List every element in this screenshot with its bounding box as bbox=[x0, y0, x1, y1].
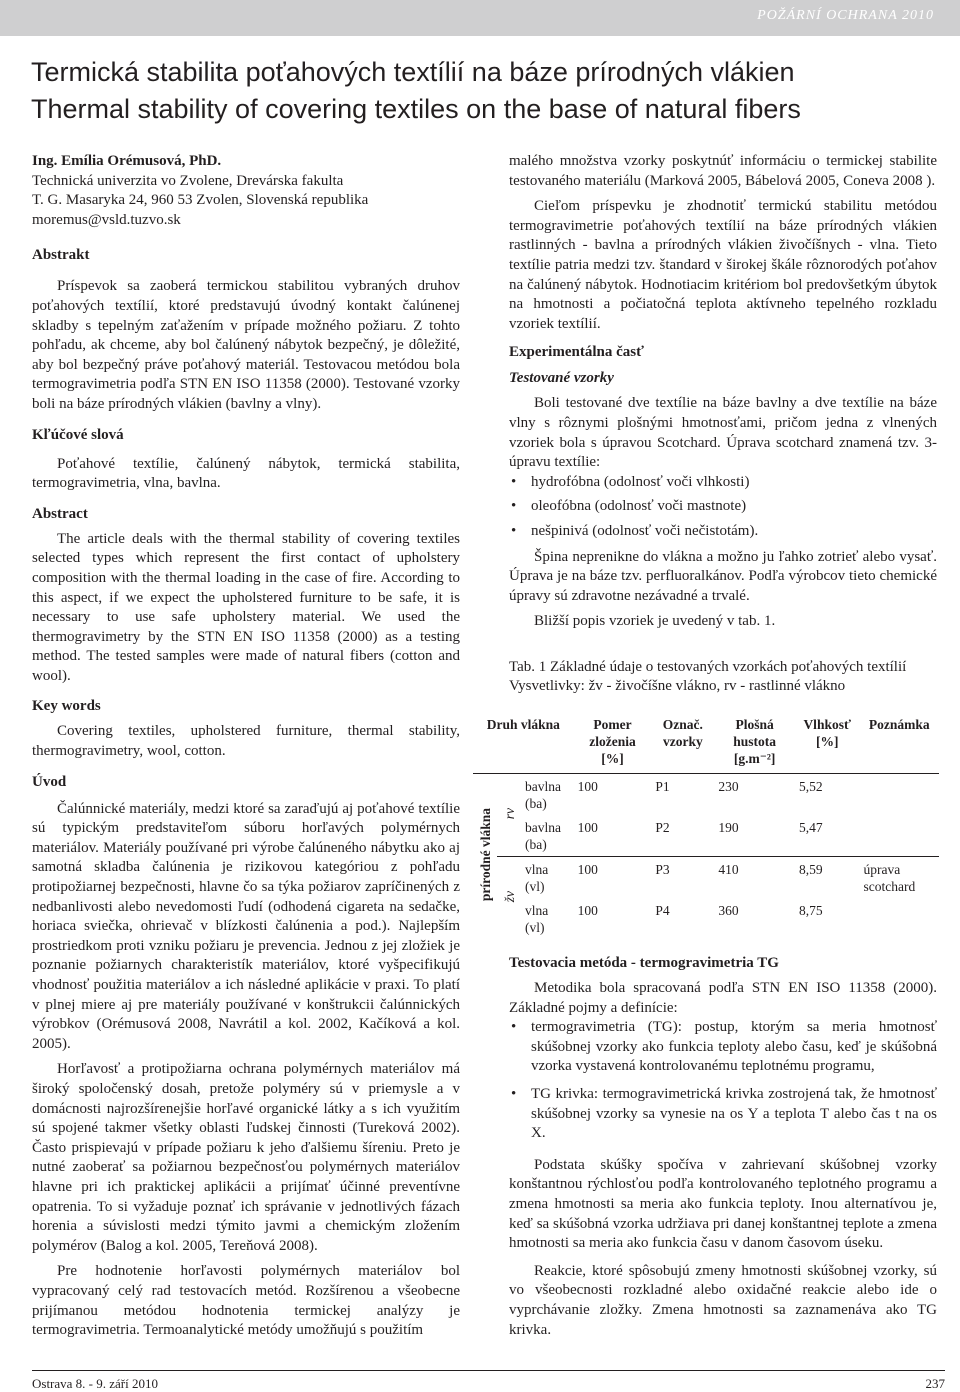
keywords-heading: Key words bbox=[32, 698, 101, 715]
author-address: T. G. Masaryka 24, 960 53 Zvolen, Slovenská republika bbox=[32, 192, 369, 209]
subgroup-rv-cell bbox=[497, 774, 521, 857]
keywords-text: Covering textiles, upholstered furniture, thermal stability, thermogravimetry, wool, cotton. bbox=[32, 723, 460, 760]
cell-ratio: 100 bbox=[577, 862, 598, 878]
header-density: Plošná hustota [g.m⁻²] bbox=[733, 717, 777, 767]
table-header-row bbox=[473, 713, 939, 774]
table-row bbox=[473, 774, 939, 816]
cell-note bbox=[859, 898, 939, 939]
cell-note bbox=[859, 774, 939, 816]
subgroup-zv: žv bbox=[501, 891, 517, 903]
cell-fiber: vlna (vl) bbox=[525, 862, 549, 895]
method-heading: Testovacia metóda - termogravimetria TG bbox=[509, 955, 779, 972]
cell-density: 190 bbox=[718, 820, 739, 836]
list-item: • nešpinivá (odolnosť voči nečistotám). bbox=[509, 522, 937, 542]
definitions-list bbox=[509, 1018, 937, 1144]
table-caption-title: Tab. 1 Základné údaje o testovaných vzorkách poťahových textílií bbox=[509, 658, 907, 675]
journal-name: POŽÁRNÍ OCHRANA 2010 bbox=[757, 8, 934, 23]
cell-fiber: bavlna (ba) bbox=[525, 820, 561, 853]
cell-ratio: 100 bbox=[577, 779, 598, 795]
abstract-text: The article deals with the thermal stability of covering textiles selected types which represent the first contact of upholstery composition with the thermal loading in the case of fire. According to this aspect, if we expect the upholstered furniture to be safe, it is necessary to use safe upholstery material. We used the thermogravimetry by the STN EN ISO 11358 (2000) as a testing method. The tested samples were made of natural fibers (cotton and wool). bbox=[32, 530, 460, 684]
list-item: • oleofóbna (odolnosť voči mastnote) bbox=[509, 497, 937, 517]
cell-mark: P2 bbox=[655, 820, 670, 836]
treatment-list bbox=[509, 473, 937, 542]
uvod-heading: Úvod bbox=[32, 773, 67, 790]
cell-fiber: vlna (vl) bbox=[525, 903, 549, 936]
uvod-paragraph-3: Pre hodnotenie horľavosti polymérnych materiálov bol vypracovaný celý rad testovacích metód. Rozšírenou a všeobecne prijímanou metódou hodnotenia termickej analýzy je termogravimetria. Termoanalytické metódy umožňujú s použitím bbox=[32, 1263, 460, 1339]
cell-density: 230 bbox=[718, 779, 739, 795]
abstrakt-heading: Abstrakt bbox=[32, 247, 90, 264]
table-row bbox=[473, 857, 939, 899]
abstract-heading: Abstract bbox=[32, 505, 88, 522]
continued-paragraph: malého množstva vzorky poskytnúť informáciu o termickej stabilite testovaného materiálu (Marková 2005, Bábelová 2005, Coneva 2008 ). bbox=[509, 153, 937, 189]
cell-mark: P4 bbox=[655, 903, 670, 919]
author-name: Ing. Emília Orémusová, PhD. bbox=[32, 153, 222, 169]
cell-note bbox=[859, 815, 939, 857]
cell-ratio: 100 bbox=[577, 903, 598, 919]
author-email: moremus@vsld.tuzvo.sk bbox=[32, 211, 181, 228]
klucove-text: Poťahové textílie, čalúnený nábytok, termická stabilita, termogravimetria, vlna, bavlna. bbox=[32, 455, 460, 492]
cell-mark: P3 bbox=[655, 862, 670, 878]
essence-paragraph: Podstata skúšky spočíva v zahrievaní skúšobnej vzorky konštantnou rýchlosťou podľa kontrolovaného teplotného programu a zmena hmotnosti sa meria ako funkcia teploty. Inou alternatívou je, keď sa skúšobná vzorka udržiava pri danej konštantnej teplote a zmena hmotnosti sa meria ako funkcia času v danom časovom úseku. bbox=[509, 1156, 937, 1252]
table-caption bbox=[509, 658, 937, 697]
article-title bbox=[31, 54, 931, 128]
samples-table bbox=[473, 713, 939, 939]
table-row bbox=[473, 815, 939, 857]
aim-paragraph: Cieľom príspevku je zhodnotiť termickú stabilitu metódou termogravimetrie poťahových textílií na báze prírodných vlákien rastlinných - bavlna a prírodných vlákien živočíšnych - vlna. Tieto textílie patria medzi tzv. štandard v širokej škále rôznorodých poťahov na čalúnený nábytok. Hodnotiacim kritériom bol predovšetkým úbytok na hmotnosti a počiatočná teplota aktívneho tepelného rozkladu vzoriek textílií. bbox=[509, 198, 937, 332]
header-note: Poznámka bbox=[868, 717, 930, 733]
cell-density: 360 bbox=[718, 903, 739, 919]
list-item: • TG krivka: termogravimetrická krivka zostrojená tak, že hmotnosť skúšobnej vzorky sa vynesie na os Y a teplota T alebo čas t na os X. bbox=[509, 1085, 937, 1144]
title-slovak: Termická stabilita poťahových textílií na báze prírodných vlákien bbox=[31, 57, 795, 87]
method-paragraph: Metodika bola spracovaná podľa STN EN ISO 11358 (2000). Základné pojmy a definície: bbox=[509, 980, 937, 1016]
left-column bbox=[32, 152, 460, 1341]
table-caption-legend: Vysvetlivky: žv - živočíšne vlákno, rv - rastlinné vlákno bbox=[509, 678, 846, 695]
uvod-paragraph-2: Horľavosť a protipožiarna ochrana polymérnych materiálov má široký spoločenský dosah, pretože polyméry sú v priemysle a v domácnosti najrozšírenejšie horľavé organické látky a s ich využitím sú spojené takmer všetky oblasti ľudskej činnosti (Tureková 2002). Často prispievajú v prípade požiaru k jeho ďalšiemu šíreniu. Preto je nutné zaoberať sa požiarnou bezpečnosťou polymérnych materiálov hlavne pri ich praktickej aplikácii a prijímať účinné preventívne opatrenia. To si vyžaduje poznať ich správanie v jednotlivých fázach horenia a súvislosti medzi týmito javmi a chemickým zložením polymérov (Balog a kol. 2005, Tereňová 2008). bbox=[32, 1061, 460, 1254]
klucove-heading: Kľúčové slová bbox=[32, 426, 124, 443]
title-english: Thermal stability of covering textiles on the base of natural fibers bbox=[31, 94, 801, 124]
header-fiber-type: Druh vlákna bbox=[486, 717, 560, 733]
samples-heading: Testované vzorky bbox=[509, 370, 614, 387]
cell-fiber: bavlna (ba) bbox=[525, 779, 561, 812]
author-block bbox=[32, 152, 460, 230]
page-number: 237 bbox=[925, 1376, 945, 1391]
reactions-paragraph: Reakcie, ktoré spôsobujú zmeny hmotnosti skúšobnej vzorky, sú vo všeobecnosti rozkladné alebo oxidačné reakcie alebo ide o vyprchávanie zložky. Zmena hmotnosti sa zaznamenáva ako TG krivka. bbox=[509, 1262, 937, 1338]
header-moisture: Vlhkosť [%] bbox=[803, 717, 851, 750]
cell-ratio: 100 bbox=[577, 820, 598, 836]
cell-moisture: 5,47 bbox=[798, 820, 823, 836]
header-bar bbox=[0, 0, 960, 36]
header-mark: Označ. vzorky bbox=[662, 717, 703, 750]
list-item: • hydrofóbna (odolnosť voči vlhkosti) bbox=[509, 473, 937, 493]
group-label: prírodné vlákna bbox=[477, 807, 493, 902]
cell-density: 410 bbox=[718, 862, 739, 878]
table-row bbox=[473, 898, 939, 939]
subgroup-zv-cell bbox=[497, 857, 521, 940]
dirt-paragraph: Špina neprenikne do vlákna a možno ju ľahko zotrieť alebo vysať. Úprava je na báze tzv. perfluoralkánov. Podľa výrobcov tieto chemické úpravy sú zdravotne nezávadné a trvalé. bbox=[509, 548, 937, 604]
right-column bbox=[477, 152, 937, 1340]
cell-moisture: 8,75 bbox=[798, 903, 823, 919]
experimental-heading: Experimentálna časť bbox=[509, 344, 644, 361]
subgroup-rv: rv bbox=[501, 808, 517, 820]
footer-divider bbox=[32, 1370, 945, 1371]
group-label-cell bbox=[473, 774, 497, 940]
cell-mark: P1 bbox=[655, 779, 670, 795]
abstrakt-text: Príspevok sa zaoberá termickou stabilitou vybraných druhov poťahových textílií, ktoré predstavujú úvodný kontakt čalúnenej skladby s tepelným zaťažením v prípade možného požiaru. Z tohto pohľadu, ak chceme, aby bol čalúnený nábytok bezpečný, je dôležité, aby bol bezpečný práve poťahový materiál. Testovacou metódou bola termogravimetria podľa STN EN ISO 11358 (2000). Testované vzorky boli na báze prírodných vlákien (bavlny a vlny). bbox=[32, 278, 460, 412]
uvod-paragraph-1: Čalúnnické materiály, medzi ktoré sa zaraďujú aj poťahové textílie sú typickým predstaviteľom súboru horľavých polymérnych materiálov. Materiály používané pri výrobe čalúneného nábytku ako aj samotná skladba čalúnenia je rizikovou kategóriou z pohľadu protipožiarnej bezpečnosti, hlavne čo sa týka požiarov zapríčinených z nedbanlivosti alebo nevedomosti ľudí (odhodená cigareta na sedačke, horiaca sviečka, ohrievač v blízkosti čalúnenia a pod.). Najlepším prostriedkom proti vzniku požiaru je prevencia. Jednou z jej zložiek je poznanie požiarnych charakteristík materiálov, ktoré vyšpecifikujú vhodnosť použitia materiálov a ich následné aplikácie v praxi. To platí v plnej miere aj pre materiály používané v konštrukcii čalúnnických výrobkov (Orémusová 2008, Navrátil a kol. 2002, Kačíková a kol. 2005). bbox=[32, 800, 460, 1052]
footer-conference: Ostrava 8. - 9. září 2010 bbox=[32, 1376, 158, 1391]
author-affiliation: Technická univerzita vo Zvolene, Drevárska fakulta bbox=[32, 172, 344, 189]
detail-paragraph: Bližší popis vzoriek je uvedený v tab. 1. bbox=[534, 613, 776, 630]
header-ratio: Pomer zloženia [%] bbox=[589, 717, 636, 767]
cell-moisture: 8,59 bbox=[798, 862, 823, 878]
list-item: • termogravimetria (TG): postup, ktorým sa meria hmotnosť skúšobnej vzorky ako funkcia teploty alebo času, keď je skúšobná vzorka vystavená kontrolovanému teplotnému programu, bbox=[509, 1018, 937, 1077]
samples-paragraph: Boli testované dve textílie na báze bavlny a dve textílie na báze vlny s rôznymi plošnými hmotnosťami, pričom jedna z vlnených vzoriek bola s úpravou Scotchard. Úprava scotchard znamená tzv. 3-úpravu textílie: bbox=[509, 395, 937, 471]
cell-moisture: 5,52 bbox=[798, 779, 823, 795]
cell-note: úprava scotchard bbox=[863, 862, 916, 895]
